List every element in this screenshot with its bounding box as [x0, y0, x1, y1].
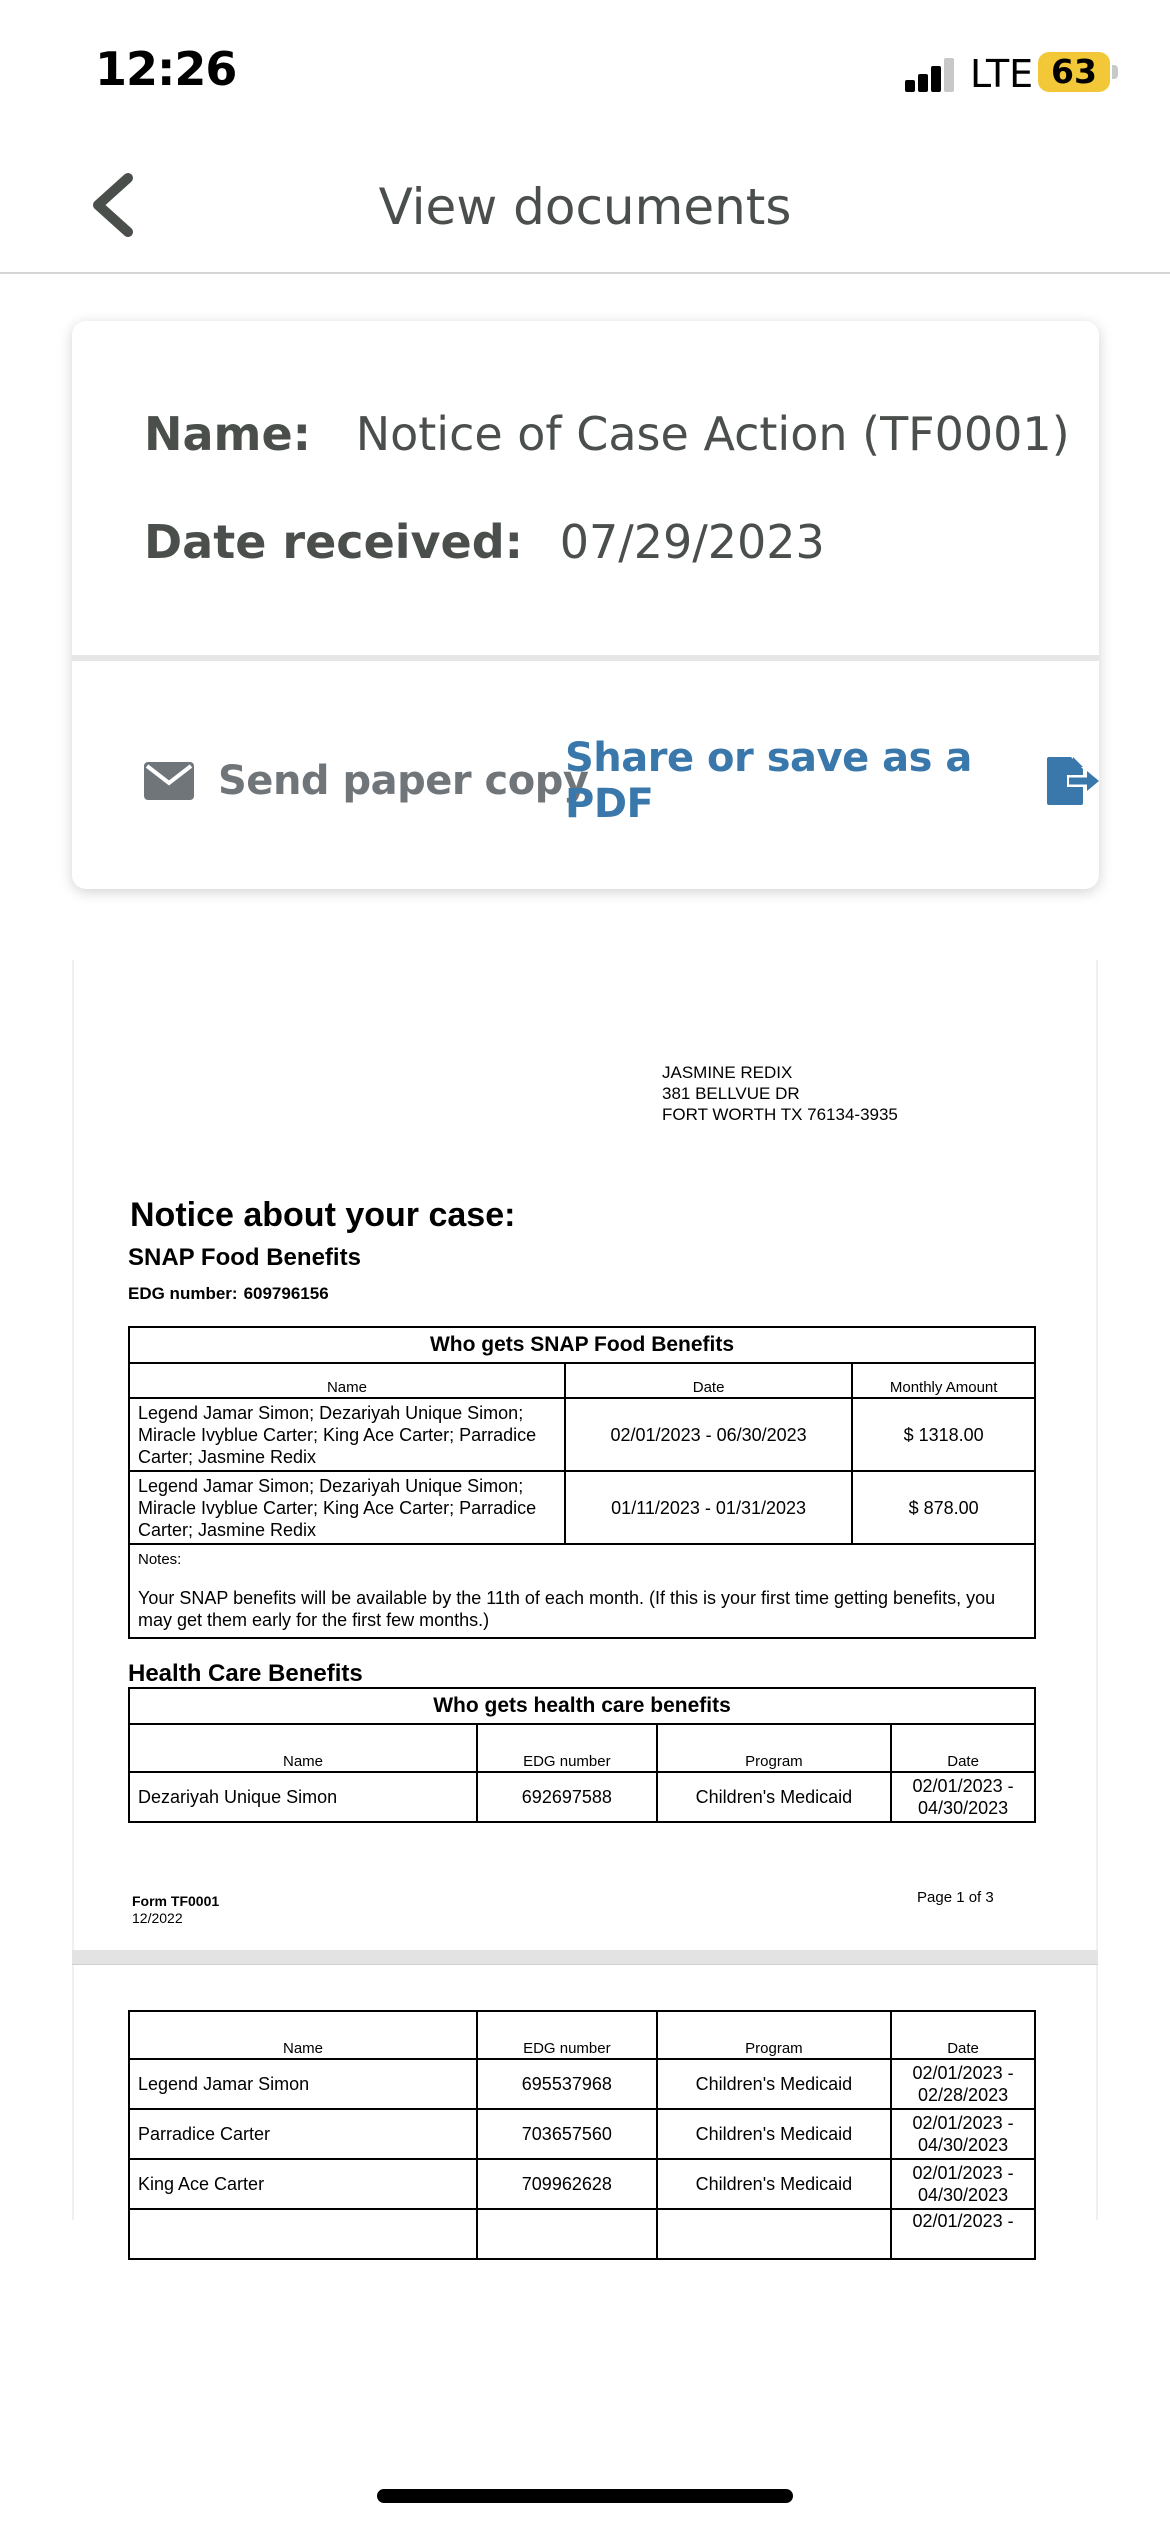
nav-divider	[0, 272, 1170, 274]
notes-text: Your SNAP benefits will be available by the 11th of each month. (If this is your first time getting benefits, you may get them early for the first few months.)	[138, 1588, 996, 1630]
column-header: Date	[891, 2011, 1035, 2059]
monthly-amount: $ 1318.00	[852, 1398, 1035, 1471]
column-header: Program	[657, 2011, 891, 2059]
benefit-date-range: 02/01/2023 - 06/30/2023	[565, 1398, 852, 1471]
member-name: Legend Jamar Simon	[129, 2059, 477, 2109]
network-type: LTE	[970, 52, 1034, 96]
member-name	[129, 2209, 477, 2259]
notice-title: Notice about your case:	[130, 1196, 516, 1234]
benefit-date-range: 01/11/2023 - 01/31/2023	[565, 1471, 852, 1544]
notes-label: Notes:	[138, 1551, 182, 1568]
table-row	[129, 2109, 1035, 2159]
mailing-address	[662, 1062, 898, 1125]
date-received-value: 07/29/2023	[559, 515, 825, 569]
form-revision-date: 12/2022	[132, 1910, 183, 1926]
column-header: EDG number	[477, 1724, 657, 1772]
health-care-benefits-table-continued	[128, 2010, 1036, 2260]
page-title: View documents	[378, 178, 792, 236]
snap-section-title: SNAP Food Benefits	[128, 1244, 361, 1271]
battery-cap	[1112, 65, 1118, 79]
name-label: Name:	[144, 407, 312, 461]
table-caption: Who gets SNAP Food Benefits	[129, 1327, 1035, 1363]
column-header: Program	[657, 1724, 891, 1772]
document-info-card	[72, 321, 1099, 889]
edg-value: 609796156	[243, 1284, 329, 1303]
file-export-icon	[1047, 757, 1099, 805]
page-number: Page 1 of 3	[917, 1889, 994, 1906]
document-page-1[interactable]	[72, 960, 1098, 1953]
column-header: Date	[891, 1724, 1035, 1772]
column-header: Date	[565, 1363, 852, 1398]
health-care-benefits-table	[128, 1687, 1036, 1823]
health-care-section-title: Health Care Benefits	[128, 1660, 363, 1687]
member-edg-number: 703657560	[477, 2109, 657, 2159]
recipient-names: Legend Jamar Simon; Dezariyah Unique Simon; Miracle Ivyblue Carter; King Ace Carter; Parradice Carter; Jasmine Redix	[129, 1398, 565, 1471]
table-caption: Who gets health care benefits	[129, 1688, 1035, 1724]
address-line: JASMINE REDIX	[662, 1063, 793, 1082]
program-name: Children's Medicaid	[657, 2109, 891, 2159]
address-line: FORT WORTH TX 76134-3935	[662, 1105, 898, 1124]
member-edg-number: 709962628	[477, 2159, 657, 2209]
member-edg-number: 692697588	[477, 1772, 657, 1822]
program-name: Children's Medicaid	[657, 2059, 891, 2109]
edg-label: EDG number:	[128, 1284, 238, 1303]
coverage-date-range: 02/01/2023 - 02/28/2023	[891, 2059, 1035, 2109]
coverage-date-range: 02/01/2023 -	[891, 2209, 1035, 2259]
column-header: Name	[129, 1363, 565, 1398]
coverage-date-range: 02/01/2023 - 04/30/2023	[891, 1772, 1035, 1822]
edg-number-line	[128, 1284, 329, 1304]
monthly-amount: $ 878.00	[852, 1471, 1035, 1544]
notes-cell	[129, 1544, 1035, 1638]
envelope-icon	[144, 762, 194, 800]
share-save-pdf-button[interactable]	[565, 735, 1099, 827]
form-id: Form TF0001	[132, 1893, 220, 1909]
member-name: Dezariyah Unique Simon	[129, 1772, 477, 1822]
column-header: Monthly Amount	[852, 1363, 1035, 1398]
table-row	[129, 2209, 1035, 2259]
coverage-date-range: 02/01/2023 - 04/30/2023	[891, 2109, 1035, 2159]
address-line: 381 BELLVUE DR	[662, 1084, 800, 1103]
form-footer	[132, 1893, 219, 1927]
program-name: Children's Medicaid	[657, 1772, 891, 1822]
table-row	[129, 1772, 1035, 1822]
share-save-pdf-label: Share or save as a PDF	[565, 735, 972, 827]
card-divider	[72, 655, 1099, 661]
table-row	[129, 2159, 1035, 2209]
program-name: Children's Medicaid	[657, 2159, 891, 2209]
snap-benefits-table	[128, 1326, 1036, 1639]
member-edg-number: 695537968	[477, 2059, 657, 2109]
column-header: Name	[129, 1724, 477, 1772]
program-name	[657, 2209, 891, 2259]
page-separator	[72, 1950, 1098, 1966]
recipient-names: Legend Jamar Simon; Dezariyah Unique Simon; Miracle Ivyblue Carter; King Ace Carter; Parradice Carter; Jasmine Redix	[129, 1471, 565, 1544]
document-page-2[interactable]	[72, 1965, 1098, 2231]
table-row	[129, 1471, 1035, 1544]
table-row	[129, 2059, 1035, 2109]
home-indicator[interactable]	[377, 2489, 793, 2503]
date-received-row	[144, 515, 825, 569]
status-time: 12:26	[95, 42, 237, 96]
table-row	[129, 1398, 1035, 1471]
battery-icon: 63	[1038, 52, 1110, 92]
member-name: Parradice Carter	[129, 2109, 477, 2159]
document-name-row	[144, 407, 1070, 461]
column-header: Name	[129, 2011, 477, 2059]
date-received-label: Date received:	[144, 515, 524, 569]
document-name: Notice of Case Action (TF0001)	[355, 407, 1070, 461]
send-paper-copy-label: Send paper copy	[218, 758, 589, 804]
cellular-signal-icon	[905, 56, 955, 92]
send-paper-copy-button[interactable]	[144, 746, 588, 816]
member-edg-number	[477, 2209, 657, 2259]
column-header: EDG number	[477, 2011, 657, 2059]
coverage-date-range: 02/01/2023 - 04/30/2023	[891, 2159, 1035, 2209]
member-name: King Ace Carter	[129, 2159, 477, 2209]
